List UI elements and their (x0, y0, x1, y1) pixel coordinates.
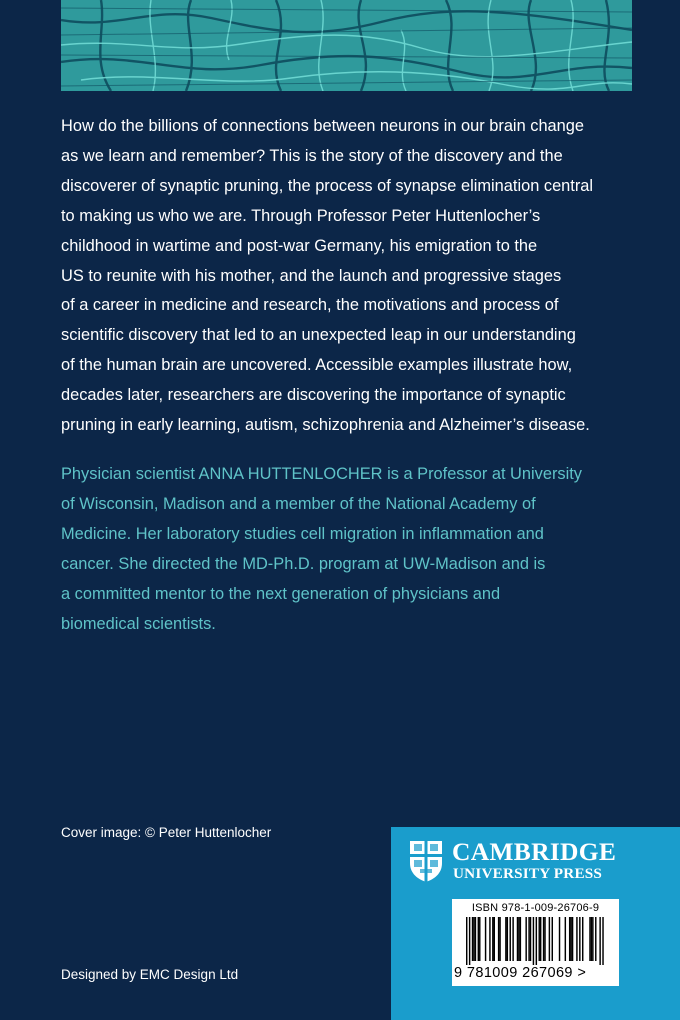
design-credit: Designed by EMC Design Ltd (61, 967, 239, 982)
barcode-bar (530, 917, 531, 961)
barcode-bar (589, 917, 590, 961)
cover-image-credit: Cover image: © Peter Huttenlocher (61, 825, 272, 840)
barcode-bar (485, 917, 486, 961)
barcode-bar (570, 917, 571, 961)
publisher-name: CAMBRIDGE (452, 837, 617, 866)
barcode-bar (478, 917, 479, 961)
ean-digits: 9 781009 267069 > (454, 965, 587, 981)
barcode-bar (528, 917, 529, 961)
barcode-bar (473, 917, 474, 961)
barcode-bar (572, 917, 573, 961)
barcode-bar (479, 917, 480, 961)
book-description: How do the billions of connections between neurons in our brain change as we learn and remember? This is the story of the discovery and the discoverer of synaptic pruning, the process of synapse elimination central to making us who we are. Through Professor Peter Huttenlocher’s childhood in wartime and post-war Germany, his emigration to the US to reunite with his mother, and the launch and progressive stages of a career in medicine and research, the motivations and process of scientific discovery that led to an unexpected leap in our understanding of the human brain are uncovered. Accessible examples illustrate how, decades later, researchers are discovering the importance of synaptic pruning in early learning, autism, schizophrenia and Alzheimer’s disease. (61, 117, 594, 435)
barcode-bar (466, 917, 467, 965)
barcode-bar (576, 917, 577, 961)
author-bio: Physician scientist ANNA HUTTENLOCHER is a Professor at University of Wisconsin, Madison and a member of the National Academy of Medicine. Her laboratory studies cell migration in inflammation and cancer. She directed the MD-Ph.D. program at UW-Madison and is a committed mentor to the next generation of physicians and biomedical scientists. (61, 465, 583, 633)
barcode-bar (517, 917, 518, 961)
barcode-bar (595, 917, 596, 961)
barcode-bar (520, 917, 521, 961)
barcode-bars (458, 917, 613, 965)
barcode-bar (602, 917, 603, 965)
barcode-bar (565, 917, 566, 961)
barcode-bar (512, 917, 513, 961)
barcode-bar (499, 917, 500, 961)
barcode-bar (539, 917, 540, 961)
isbn-label: ISBN 978-1-009-26706-9 (471, 902, 600, 914)
cover-neuron-image (61, 0, 632, 91)
barcode-bar (544, 917, 545, 961)
barcode-bar (552, 917, 553, 961)
publisher-subtitle: UNIVERSITY PRESS (453, 865, 603, 882)
barcode-bar (569, 917, 570, 961)
barcode-bar (559, 917, 560, 961)
barcode-bar (582, 917, 583, 961)
barcode-bar (549, 917, 550, 961)
barcode-bar (518, 917, 519, 961)
barcode-bar (599, 917, 600, 965)
barcode-bar (472, 917, 473, 961)
neuron-photo-icon (61, 0, 632, 91)
barcode-bar (533, 917, 534, 965)
barcode-bar (498, 917, 499, 961)
barcode-bar (475, 917, 476, 961)
barcode-bar (505, 917, 506, 961)
barcode-bar (507, 917, 508, 961)
barcode-bar (543, 917, 544, 961)
barcode-bar (540, 917, 541, 961)
barcode-bar (510, 917, 511, 961)
barcode-bar (591, 917, 592, 961)
barcode-bar (525, 917, 526, 961)
barcode-bar (494, 917, 495, 961)
isbn-barcode (452, 899, 619, 986)
publisher-panel (391, 827, 680, 1020)
barcode-bar (536, 917, 537, 965)
barcode-bar (489, 917, 490, 961)
barcode-bar (579, 917, 580, 961)
barcode-bar (592, 917, 593, 961)
barcode-bar (469, 917, 470, 965)
cambridge-crest-icon (408, 839, 444, 883)
barcode-bar (492, 917, 493, 961)
